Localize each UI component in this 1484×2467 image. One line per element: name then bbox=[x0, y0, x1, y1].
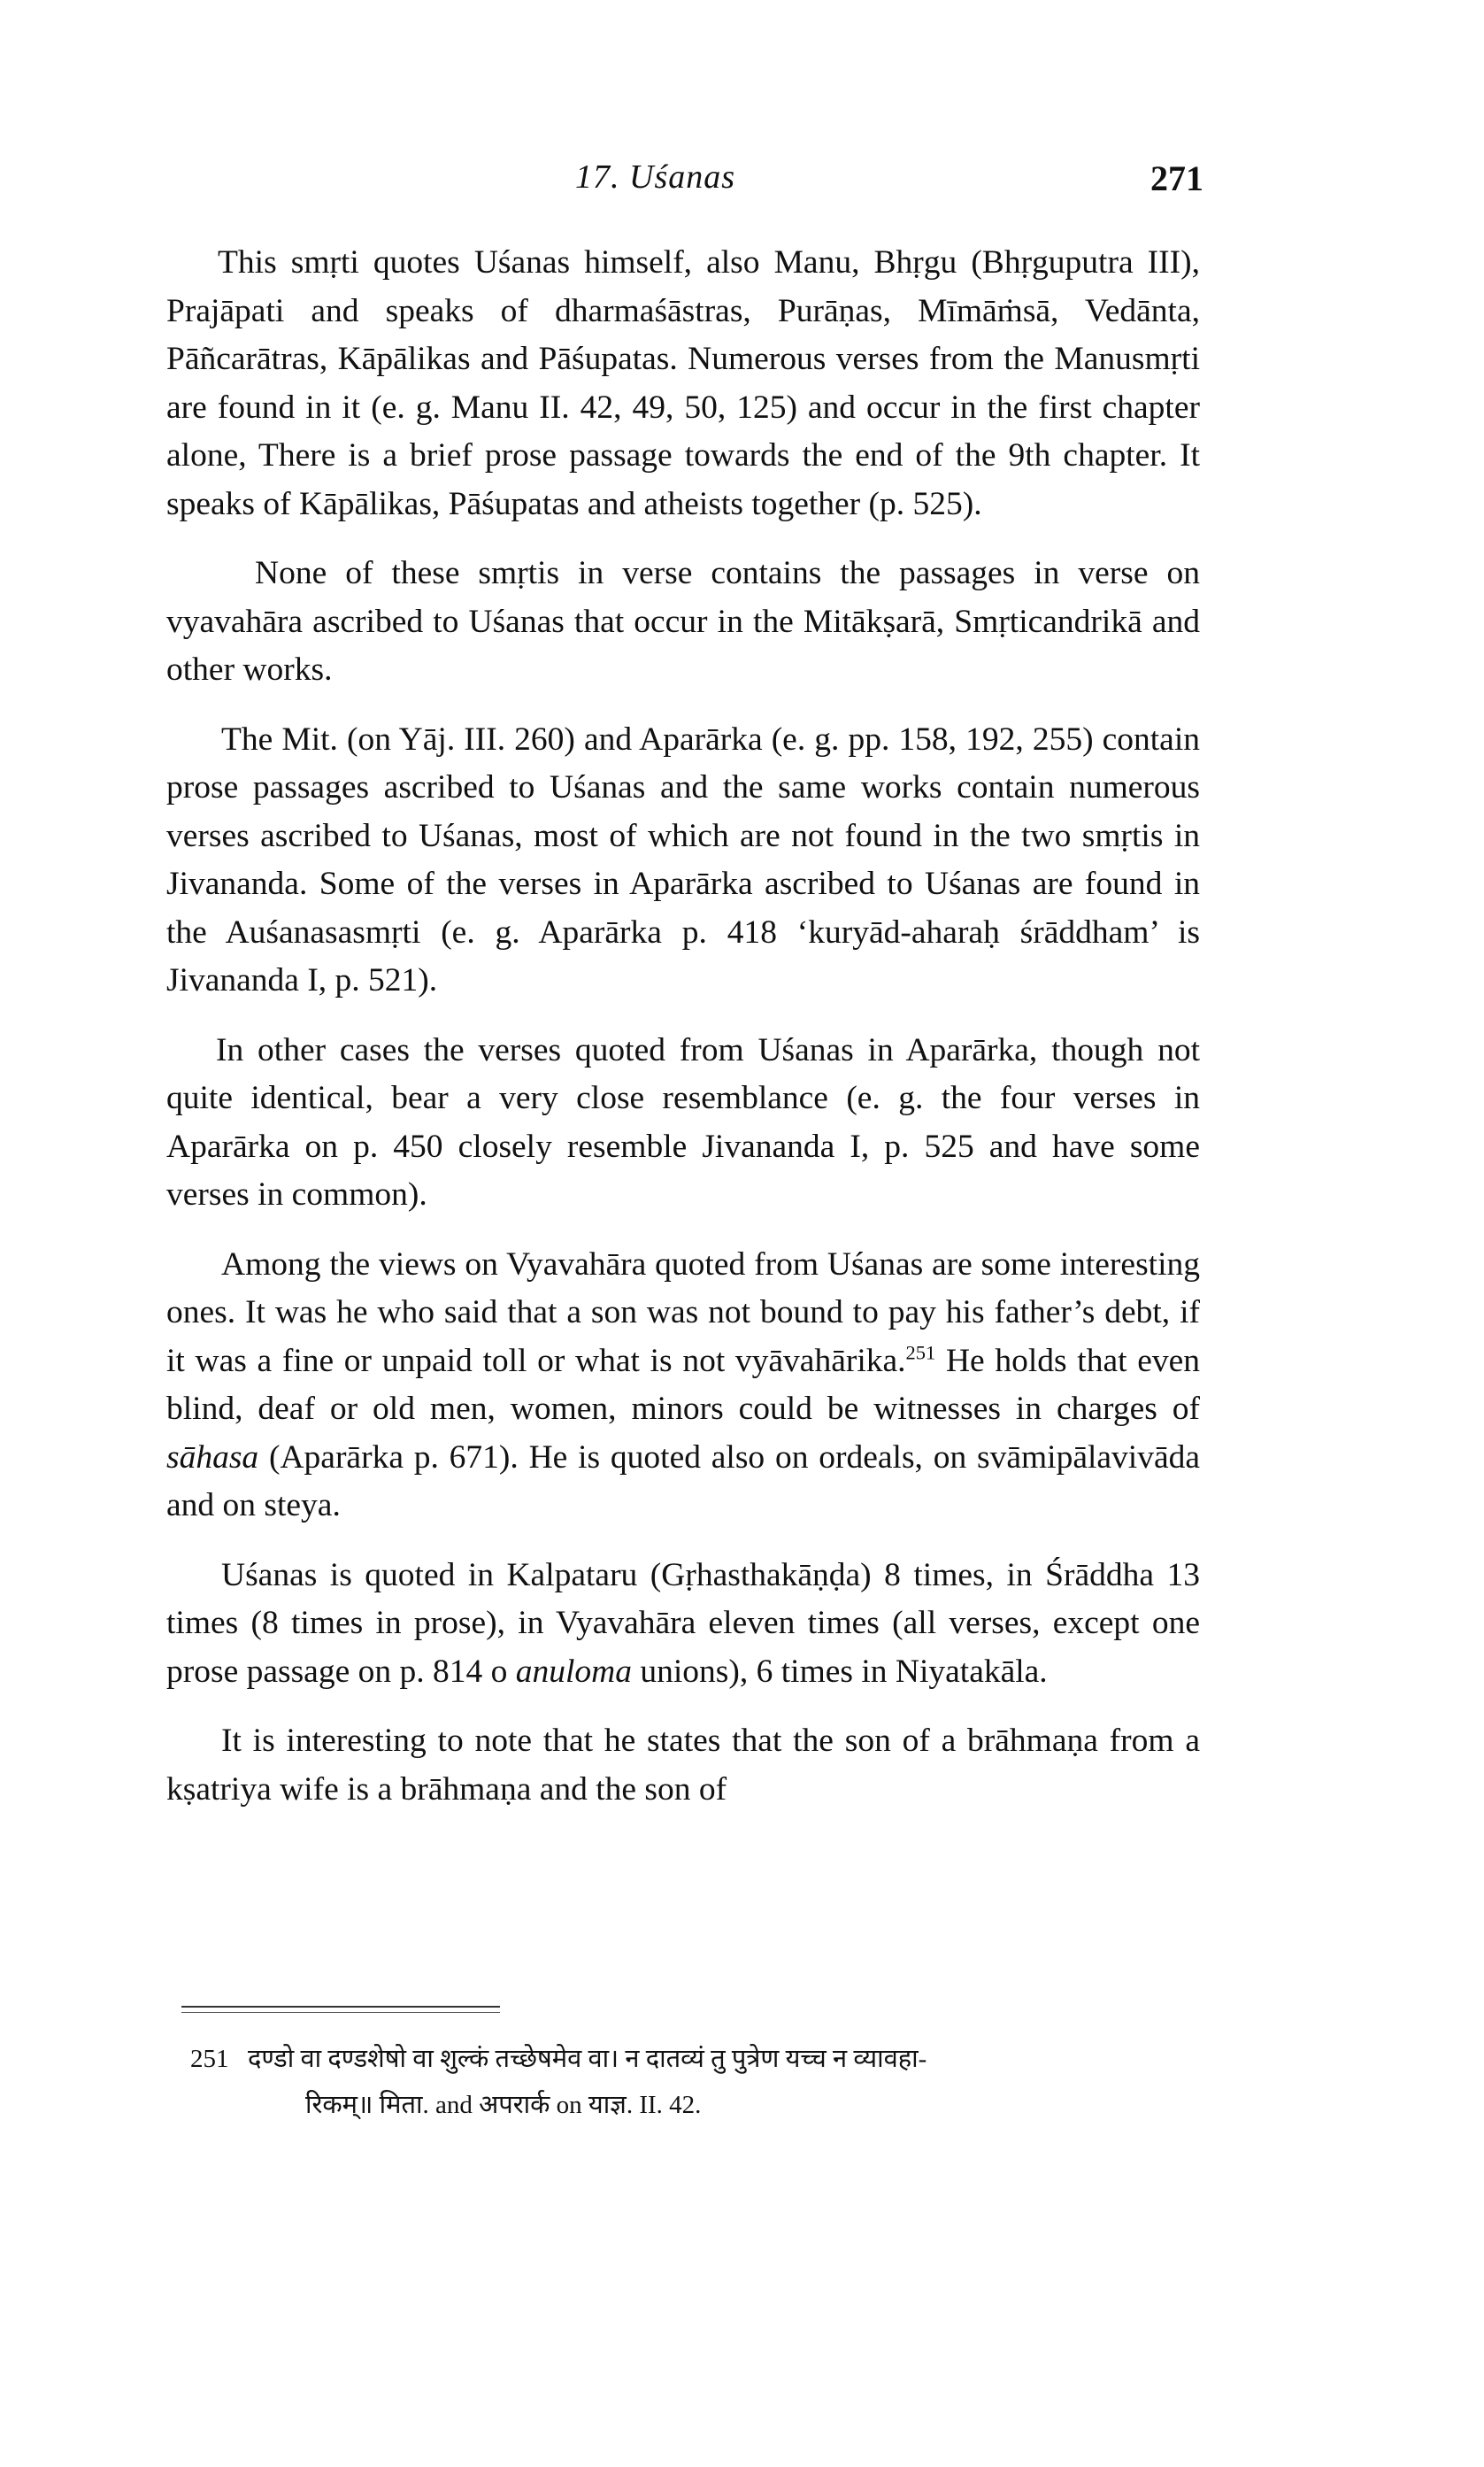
footnote-rule-lower bbox=[181, 2012, 500, 2013]
footnote-number: 251 bbox=[190, 2045, 229, 2073]
sahasa-term: sāhasa bbox=[166, 1438, 259, 1476]
body-text bbox=[166, 239, 1200, 1835]
paragraph-none-of-these: None of these smṛtis in verse contains the passages in verse on vyavahāra ascribed to Uśanas that occur in the Mitākṣarā, Smṛticandrikā and other works. bbox=[166, 555, 1200, 688]
paragraph-interesting-note: It is interesting to note that he states that the son of a brāhmaṇa from a kṣatriya wife is a brāhmaṇa and the son of bbox=[166, 1723, 1200, 1808]
footnote-reference: 251 bbox=[905, 1341, 936, 1363]
paragraph-vyavahara-views bbox=[166, 1241, 1200, 1530]
paragraph-other-cases: In other cases the verses quoted from Uśanas in Aparārka, though not quite identical, bear a very close resemblance (e. g. the four verses in Aparārka on p. 450 closely resemble Jivananda I, p. 525 and have some verses in common). bbox=[166, 1031, 1200, 1213]
vyavahara-text-a: Among the views on Vyavahāra quoted from Uśanas are some interesting ones. It was he who said that a son was not bound to pay his father’s debt, if it was a fine or unpaid toll or what is not vyāvahārika. bbox=[166, 1245, 1200, 1379]
paragraph-kalpataru bbox=[166, 1552, 1200, 1697]
vyavahara-text-c: (Aparārka p. 671). He is quoted also on ordeals, on svāmipālavivāda and on steya. bbox=[166, 1438, 1200, 1523]
footnote-text-1: दण्डो वा दण्डशेषो वा शुल्कं तच्छेषमेव वा। न दातव्यं तु पुत्रेण यच्च न व्यावहा- bbox=[248, 2045, 927, 2073]
page-number: 271 bbox=[1150, 158, 1203, 198]
footnote bbox=[190, 2036, 1190, 2128]
footnote-rule bbox=[181, 2006, 500, 2008]
anuloma-term: anuloma bbox=[515, 1653, 632, 1690]
paragraph-mit-and-apararka: The Mit. (on Yāj. III. 260) and Aparārka (e. g. pp. 158, 192, 255) contain prose passages ascribed to Uśanas and the same works contain numerous verses ascribed to Uśanas, most of which are not found in the two smṛtis in Jivananda. Some of the verses in Aparārka ascribed to Uśanas are found in the Auśanasasmṛti (e. g. Aparārka p. 418 ‘kuryād-aharaḥ śrāddham’ is Jivananda I, p. 521). bbox=[166, 721, 1200, 998]
paragraph-smrti-quotes: This smṛti quotes Uśanas himself, also Manu, Bhṛgu (Bhṛguputra III), Prajāpati and speaks of dharmaśāstras, Purāṇas, Mīmāṁsā, Vedānta, Pāñcarātras, Kāpālikas and Pāśupatas. Numerous verses from the Manusmṛti are found in it (e. g. Manu II. 42, 49, 50, 125) and occur in the first chapter alone, There is a brief prose passage towards the end of the 9th chapter. It speaks of Kāpālikas, Pāśupatas and atheists together (p. 525). bbox=[166, 244, 1200, 522]
footnote-line-2 bbox=[190, 2082, 1190, 2128]
kalpataru-text-a: Uśanas is quoted in Kalpataru (Gṛhasthakāṇḍa) 8 times, in Śrāddha 13 times (8 times in prose), in Vyavahāra eleven times (all verses, except one prose passage on p. 814 o bbox=[166, 1556, 1200, 1690]
kalpataru-text-b: unions), 6 times in Niyatakāla. bbox=[631, 1653, 1048, 1690]
running-head bbox=[0, 158, 1484, 211]
vyavahara-text-b: He holds that even blind, deaf or old men, women, minors could be witnesses in charges of bbox=[166, 1342, 1200, 1427]
running-title: 17. Uśanas bbox=[575, 158, 736, 196]
footnote-line-1 bbox=[190, 2036, 1190, 2082]
footnote-text-2: रिकम्॥ मिता. and अपरार्क on याज्ञ. II. 42. bbox=[305, 2091, 702, 2119]
